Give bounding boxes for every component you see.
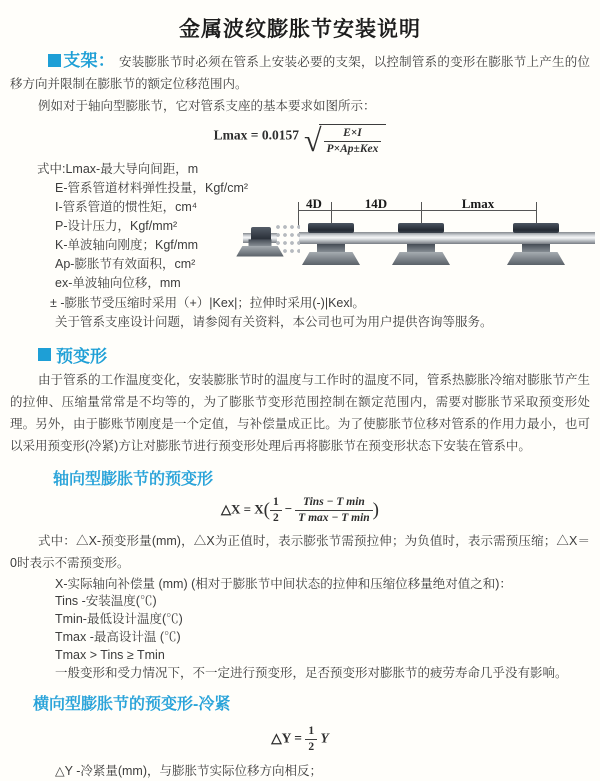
page-title: 金属波纹膨胀节安装说明 [179, 18, 421, 41]
support-neck [249, 239, 272, 246]
guide-support [507, 196, 565, 288]
temp-frac-num: Tins − T min [303, 495, 365, 508]
anchor-support [236, 200, 284, 275]
half-den: 2 [270, 510, 282, 526]
open-paren: ( [263, 499, 270, 521]
support-base [507, 252, 565, 265]
lmax-formula [0, 124, 600, 157]
predeform-body-paragraph: 由于管系的工作温度变化，安装膨胀节时的温度与工作时的温度不同，管系热膨胀冷缩对膨胀节产生的拉伸、压缩量常常是不均等的，为了膨胀节变形范围控制在额定范围内，需要对膨胀节采取预变形处理。另外，由于膨账节刚度是一个定值，与补偿量成正比。为了使膨胀节位移对管系的作用力最小，也可以采用预变形(冷紧)方让对膨胀节进行预变形处理后再将膨胀节在预变形状态下安装在管系中。 [10, 372, 590, 453]
list-item: ex-单波轴向位移，mm [55, 276, 181, 291]
lateral-predeform-formula [0, 724, 600, 755]
support-section-heading: 支架： [63, 51, 115, 70]
list-item: Tmax -最高设计温 (℃) [55, 629, 181, 644]
support-example-line: 例如对于轴向型膨胀节，它对管系支座的基本要求如图所示： [38, 99, 376, 113]
axial-subheading: 轴向型膨胀节的预变形 [53, 470, 214, 488]
lmax-formula-lhs: Lmax = 0.0157 [213, 127, 299, 143]
lateral-formula-lhs: △Y = [271, 730, 302, 746]
lateral-explain-line: △Y -冷紧量(mm)，与膨胀节实际位移方向相反； [55, 764, 323, 779]
support-cap [398, 223, 444, 233]
lmax-denominator: P×Ap±Kex [324, 141, 382, 157]
list-item: Ap-膨胀节有效面积，cm² [55, 257, 196, 272]
dimension-label-14d: 14D [364, 196, 388, 211]
list-item: X-实际轴向补偿量 (mm) (相对于膨胀节中间状态的拉伸和压缩位移量绝对值之和)： [55, 576, 512, 591]
dimension-label-4d: 4D [306, 196, 322, 211]
list-item: E-管系管道材料弹性投量，Kgf/cm² [55, 180, 249, 195]
list-item: P-设计压力，Kgf/mm² [55, 219, 178, 234]
axial-formula-lhs: △X = X [220, 501, 264, 517]
list-item: Tmin-最低设计温度(℃) [55, 612, 183, 627]
axial-variable-list [0, 576, 600, 683]
list-item: I-管系管道的惯性矩，cm⁴ [55, 200, 198, 215]
list-item: 式中:Lmax-最大导向间距，m [37, 161, 199, 176]
guide-support [392, 196, 450, 288]
dimension-label-lmax: Lmax [461, 196, 495, 211]
support-spacing-diagram [243, 196, 595, 288]
section-bullet-icon [48, 54, 61, 67]
list-item: Tins -安装温度(℃) [55, 594, 157, 609]
radical [304, 124, 386, 157]
support-base [236, 246, 284, 257]
axial-explain-paragraph: 式中：△X-预变形量(mm)，△X为正值时，表示膨张节需预拉伸；为负值时，表示需预压缩；△X＝0时表示不需预变形。 [10, 533, 590, 570]
half-num: 1 [273, 495, 279, 508]
radical-sign-icon: √ [303, 122, 322, 159]
axial-predeform-formula [0, 495, 600, 526]
lateral-formula-rhs: Y [320, 730, 329, 746]
lateral-subheading: 横向型膨胀节的预变形-冷紧 [33, 696, 231, 714]
support-neck [317, 244, 345, 253]
support-cap [308, 223, 354, 233]
lmax-numerator: E×I [343, 127, 362, 139]
close-paren: ) [372, 499, 379, 521]
half-den: 2 [305, 739, 317, 755]
half-num: 1 [308, 725, 315, 738]
guide-support [302, 196, 360, 288]
temp-frac-den: T max − T min [295, 510, 373, 526]
support-neck [407, 244, 435, 253]
support-base [392, 252, 450, 265]
list-item: K-单波轴向刚度；Kgf/mm [55, 238, 199, 253]
list-item: ± -膨胀节受压缩时采用（+）|Kex|；拉伸时采用(-)|Kexl。 [50, 295, 365, 310]
support-base [302, 252, 360, 265]
minus-sign: − [284, 501, 293, 517]
list-item: 一般变形和受力情况下，不一定进行预变形，足否预变形对膨胀节的疲劳寿命几乎没有影响。 [55, 665, 568, 680]
section-bullet-icon [38, 348, 51, 361]
list-item: 关于管系支座设计问题，请参阅有关资料，本公司也可为用户提供咨询等服务。 [55, 314, 493, 329]
predeform-heading-label: 预变形 [56, 346, 107, 366]
support-cap [513, 223, 559, 233]
support-intro-paragraph [0, 50, 600, 95]
list-item: Tmax > Tins ≥ Tmin [55, 647, 165, 662]
support-intro-text: 安装膨胀节时必须在管系上安装必要的支架，以控制管系的变形在膨胀节上产生的位移方向并限制在膨胀节的额定位移范围内。 [10, 55, 590, 91]
support-neck [522, 244, 550, 253]
predeform-section-heading [0, 342, 600, 367]
